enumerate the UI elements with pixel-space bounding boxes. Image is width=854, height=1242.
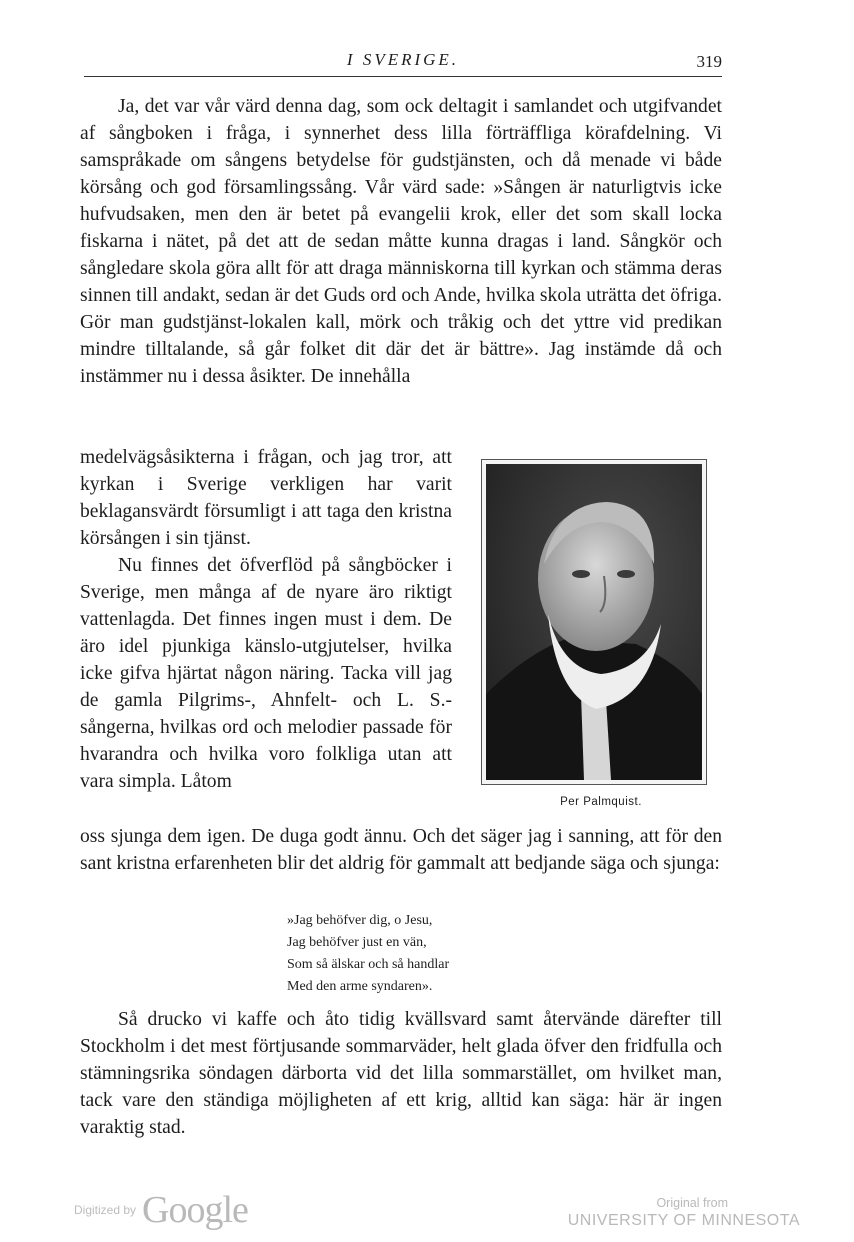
original-from-label: Original from xyxy=(656,1196,728,1210)
google-logo: Google xyxy=(142,1189,248,1231)
poem-line: Jag behöfver just en vän, xyxy=(287,935,427,950)
page-header xyxy=(84,48,722,77)
poem-line: Som så älskar och så handlar xyxy=(287,957,450,972)
paragraph-2-continued: oss sjunga dem igen. De duga godt ännu. Och det säger jag i sanning, att för den sant kristna erfarenheten blir det aldrig för gammalt att bedjande säga och sjunga: xyxy=(80,826,722,874)
wrapped-text-block xyxy=(80,444,452,795)
portrait-illustration xyxy=(486,464,702,780)
source-footer xyxy=(560,1196,800,1230)
page-number: 319 xyxy=(696,52,722,71)
paragraph-1-continued: medelvägsåsikterna i frågan, och jag tror, att kyrkan i Sverige verkligen har varit beklagansvärdt försumligt i att taga den kristna körsången i sin tjänst. xyxy=(80,447,452,549)
portrait-photo xyxy=(481,459,707,785)
paragraph-3: Så drucko vi kaffe och åto tidig kvällsvard samt återvände därefter till Stockholm i det mest förtjusande sommarväder, helt glada öfver den fridfulla och stämningsrika söndagen därborta vid det lilla sommarstället, om hvilket man, tack vare den ständiga möjligheten af ett krig, alltid kan säga: här är ingen varaktig stad. xyxy=(80,1009,722,1138)
university-label: UNIVERSITY OF MINNESOTA xyxy=(567,1212,800,1229)
digitized-by-footer xyxy=(74,1188,248,1232)
poem-line: Med den arme syndaren». xyxy=(287,979,433,994)
paragraph-1: Ja, det var vår värd denna dag, som ock deltagit i samlandet och utgifvandet af sångboken i fråga, i synnerhet dess lilla förträffliga körafdelning. Vi samspråkade om sångens betydelse för gudstjänsten, och då menade vi både körsång och god församlingssång. Vår värd sade: »Sången är naturligtvis icke hufvudsaken, men den är betet på evangelii krok, eller det som skall locka fiskarna i nätet, på det att de sedan måtte kunna dragas i land. Sångkör och sångledare skola göra allt för att draga människorna till kyrkan och stämma deras sinnen till andakt, sedan är det Guds ord och Ande, hvilka skola uträtta det öfriga. Gör man gudstjänst-lokalen kall, mörk och tråkig och det yttre vid predikan mindre tilltalande, så går folket dit där det är bättre». Jag instämde då och instämmer nu i dessa åsikter. De innehålla xyxy=(80,96,722,387)
portrait-caption: Per Palmquist. xyxy=(560,796,642,808)
poem-quote xyxy=(287,910,449,998)
running-head: I SVERIGE. xyxy=(346,50,460,69)
paragraph-2: Nu finnes det öfverflöd på sångböcker i Sverige, men många af de nyare äro riktigt vattenlagda. Det finnes ingen must i dem. De äro idel pjunkiga känslo-utgjutelser, hvilka icke gifva hjärtat någon näring. Tacka vill jag de gamla Pilgrims-, Ahnfelt- och L. S.-sångerna, hvilkas ord och melodier passade för hvarandra och hvilka voro folkliga utan att vara simpla. Låtom xyxy=(80,555,452,792)
portrait-image xyxy=(486,464,702,780)
poem-line: »Jag behöfver dig, o Jesu, xyxy=(287,913,433,928)
digitized-by-label: Digitized by xyxy=(74,1203,137,1217)
